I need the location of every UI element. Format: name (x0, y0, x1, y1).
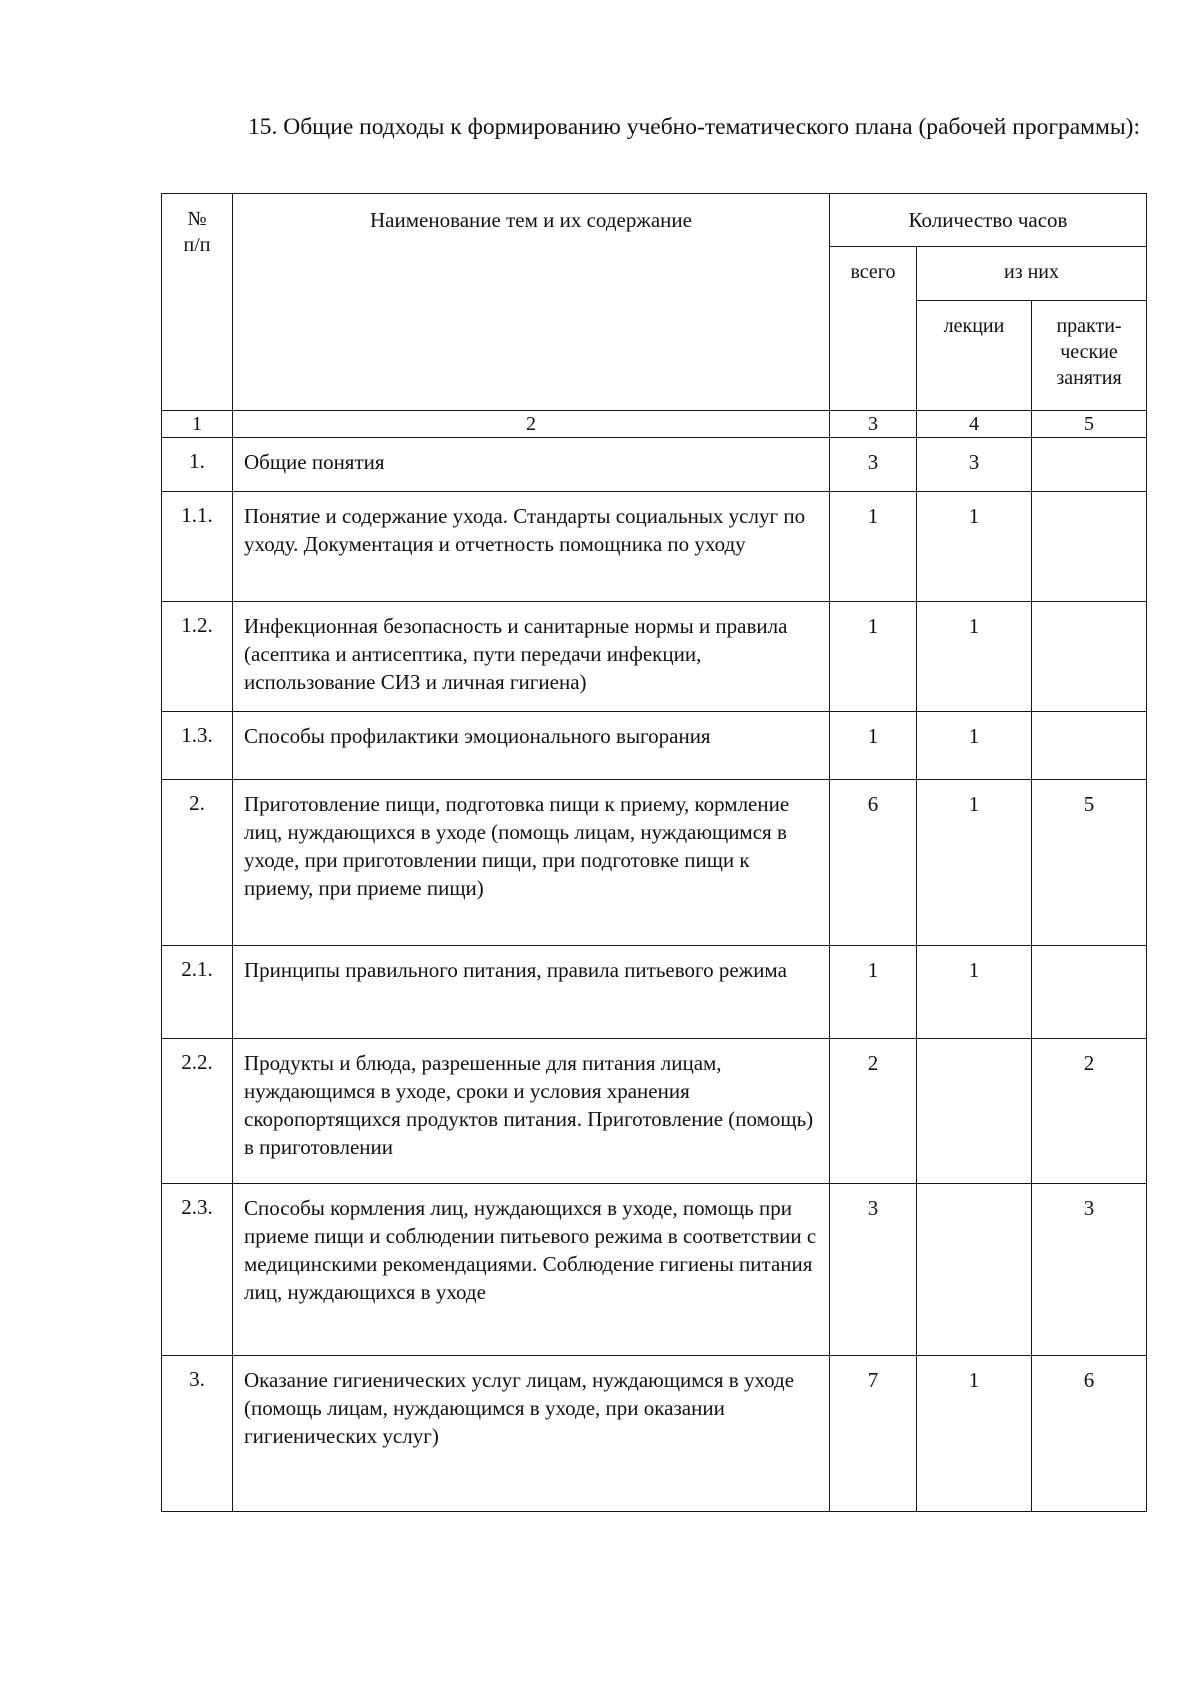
row-topic: Принципы правильного питания, правила питьевого режима (233, 946, 830, 1039)
row-lecture-hours: 3 (917, 438, 1032, 492)
row-number: 2.1. (162, 946, 233, 1039)
row-topic: Способы кормления лиц, нуждающихся в уходе, помощь при приеме пищи и соблюдении питьевого режима в соответствии с медицинскими рекомендациями. Соблюдение гигиены питания лиц, нуждающихся в уходе (233, 1184, 830, 1356)
row-total-hours: 1 (830, 712, 917, 780)
row-topic: Общие понятия (233, 438, 830, 492)
table-row (162, 1184, 1147, 1356)
row-practice-hours (1032, 602, 1147, 712)
header-total: всего (830, 247, 917, 411)
row-lecture-hours (917, 1039, 1032, 1184)
table-row (162, 602, 1147, 712)
table-row (162, 492, 1147, 602)
row-total-hours: 3 (830, 438, 917, 492)
row-practice-hours (1032, 712, 1147, 780)
header-number: № п/п (162, 194, 233, 411)
row-topic: Понятие и содержание ухода. Стандарты социальных услуг по уходу. Документация и отчетность помощника по уходу (233, 492, 830, 602)
row-practice-hours: 6 (1032, 1356, 1147, 1512)
row-number: 1.3. (162, 712, 233, 780)
row-topic: Оказание гигиенических услуг лицам, нуждающимся в уходе (помощь лицам, нуждающимся в уходе, при оказании гигиенических услуг) (233, 1356, 830, 1512)
table-row (162, 1039, 1147, 1184)
row-lecture-hours (917, 1184, 1032, 1356)
table-row (162, 1356, 1147, 1512)
table-row (162, 780, 1147, 946)
row-lecture-hours: 1 (917, 602, 1032, 712)
table-row (162, 712, 1147, 780)
row-total-hours: 1 (830, 946, 917, 1039)
row-total-hours: 7 (830, 1356, 917, 1512)
row-topic: Приготовление пищи, подготовка пищи к приему, кормление лиц, нуждающихся в уходе (помощь лицам, нуждающимся в уходе, при приготовлении пищи, при подготовке пищи к приему, при приеме пищи) (233, 780, 830, 946)
table-row (162, 438, 1147, 492)
row-total-hours: 1 (830, 602, 917, 712)
column-number: 5 (1032, 411, 1147, 438)
curriculum-table (161, 193, 1147, 1512)
row-lecture-hours: 1 (917, 1356, 1032, 1512)
row-practice-hours (1032, 492, 1147, 602)
row-number: 1. (162, 438, 233, 492)
section-heading-text: 15. Общие подходы к формированию учебно-тематического плана (рабочей программы): (248, 114, 1141, 140)
header-hours: Количество часов (830, 194, 1147, 247)
row-lecture-hours: 1 (917, 946, 1032, 1039)
row-lecture-hours: 1 (917, 492, 1032, 602)
row-lecture-hours: 1 (917, 780, 1032, 946)
row-total-hours: 6 (830, 780, 917, 946)
row-lecture-hours: 1 (917, 712, 1032, 780)
section-heading (172, 112, 1146, 143)
column-number-row (162, 411, 1147, 438)
header-practice: практи- ческие занятия (1032, 301, 1147, 411)
column-number: 2 (233, 411, 830, 438)
row-topic: Инфекционная безопасность и санитарные нормы и правила (асептика и антисептика, пути передачи инфекции, использование СИЗ и личная гигиена) (233, 602, 830, 712)
row-number: 2.3. (162, 1184, 233, 1356)
row-number: 3. (162, 1356, 233, 1512)
row-number: 2.2. (162, 1039, 233, 1184)
header-topic-name: Наименование тем и их содержание (233, 194, 830, 411)
row-total-hours: 1 (830, 492, 917, 602)
row-total-hours: 2 (830, 1039, 917, 1184)
row-total-hours: 3 (830, 1184, 917, 1356)
row-practice-hours (1032, 438, 1147, 492)
column-number: 1 (162, 411, 233, 438)
row-practice-hours: 3 (1032, 1184, 1147, 1356)
header-lectures: лекции (917, 301, 1032, 411)
row-topic: Способы профилактики эмоционального выгорания (233, 712, 830, 780)
row-practice-hours: 5 (1032, 780, 1147, 946)
row-number: 1.2. (162, 602, 233, 712)
row-number: 2. (162, 780, 233, 946)
column-number: 4 (917, 411, 1032, 438)
row-topic: Продукты и блюда, разрешенные для питания лицам, нуждающимся в уходе, сроки и условия хранения скоропортящихся продуктов питания. Приготовление (помощь) в приготовлении (233, 1039, 830, 1184)
column-number: 3 (830, 411, 917, 438)
row-practice-hours (1032, 946, 1147, 1039)
row-number: 1.1. (162, 492, 233, 602)
table-row (162, 946, 1147, 1039)
row-practice-hours: 2 (1032, 1039, 1147, 1184)
header-of-which: из них (917, 247, 1147, 301)
